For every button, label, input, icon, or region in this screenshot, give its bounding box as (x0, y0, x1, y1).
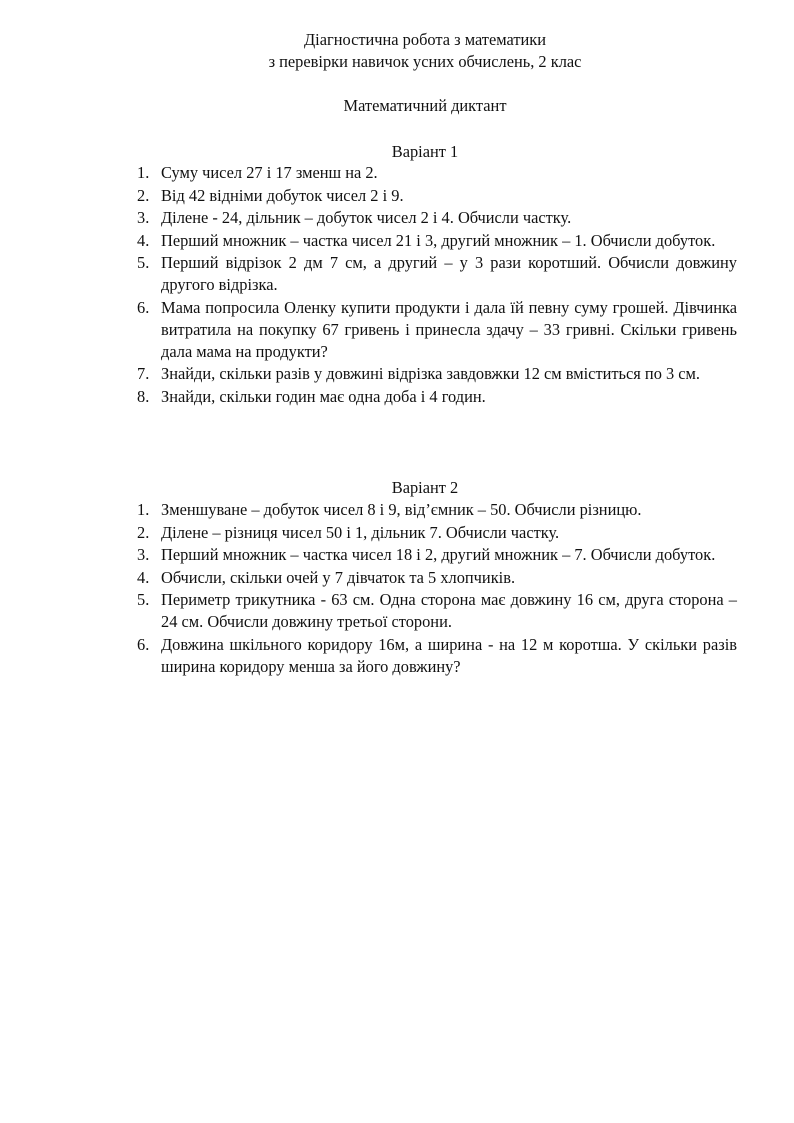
task-number: 1. (137, 163, 150, 182)
task-item (137, 230, 737, 252)
document-header (0, 29, 794, 73)
task-item (137, 297, 737, 363)
task-number: 2. (137, 522, 150, 542)
header-subtitle: з перевірки навичок усних обчислень, 2 клас (268, 52, 582, 71)
task-text: Ділене - 24, дільник – добуток чисел 2 і 4. Обчисли частку. (161, 208, 572, 227)
task-item (137, 363, 737, 385)
task-number: 8. (137, 386, 150, 406)
task-number: 5. (137, 253, 150, 272)
task-number: 4. (137, 567, 150, 587)
task-item (137, 589, 737, 633)
task-number: 2. (137, 185, 150, 205)
variant-1-task-list (137, 162, 737, 408)
variant-1-title: Варіант 1 (391, 142, 459, 161)
task-item (137, 634, 737, 678)
task-item (137, 522, 737, 544)
dictation-title: Математичний диктант (343, 96, 507, 115)
task-number: 6. (137, 634, 150, 654)
task-number: 3. (137, 545, 150, 564)
variant-2-task-list (137, 499, 737, 678)
task-text: Ділене – різниця чисел 50 і 1, дільник 7. Обчисли частку. (161, 522, 560, 542)
task-text: Від 42 відніми добуток чисел 2 і 9. (161, 185, 404, 205)
task-number: 5. (137, 590, 150, 609)
task-text: Перший відрізок 2 дм 7 см, а другий – у 3 рази коротший. Обчисли довжину другого відрізка. (161, 253, 737, 294)
task-item (137, 162, 737, 184)
task-number: 1. (137, 500, 150, 519)
task-text: Знайди, скільки разів у довжині відрізка завдовжки 12 см вміститься по 3 см. (161, 364, 701, 383)
task-number: 7. (137, 364, 150, 383)
task-item (137, 386, 737, 408)
header-title: Діагностична робота з математики (303, 30, 547, 49)
variant-2-title: Варіант 2 (391, 478, 459, 497)
task-item (137, 567, 737, 589)
task-item (137, 499, 737, 521)
task-text: Перший множник – частка чисел 18 і 2, другий множник – 7. Обчисли добуток. (161, 545, 716, 564)
task-item (137, 252, 737, 296)
task-text: Довжина шкільного коридору 16м, а ширина - на 12 м коротша. У скільки разів ширина коридору менша за його довжину? (161, 634, 737, 676)
task-number: 4. (137, 230, 150, 250)
task-number: 6. (137, 297, 150, 317)
task-text: Знайди, скільки годин має одна доба і 4 годин. (161, 386, 486, 406)
task-item (137, 207, 737, 229)
task-item (137, 544, 737, 566)
task-text: Перший множник – частка чисел 21 і 3, другий множник – 1. Обчисли добуток. (161, 230, 716, 250)
task-text: Суму чисел 27 і 17 зменш на 2. (161, 163, 378, 182)
task-text: Зменшуване – добуток чисел 8 і 9, від’ємник – 50. Обчисли різницю. (161, 500, 642, 519)
task-number: 3. (137, 208, 150, 227)
task-text: Мама попросила Оленку купити продукти і дала їй певну суму грошей. Дівчинка витратила на покупку 67 гривень і принесла здачу – 33 гривні. Скільки гривень дала мама на продукти? (161, 297, 737, 361)
task-text: Обчисли, скільки очей у 7 дівчаток та 5 хлопчиків. (161, 567, 516, 587)
task-text: Периметр трикутника - 63 см. Одна сторона має довжину 16 см, друга сторона – 24 см. Обчисли довжину третьої сторони. (161, 590, 737, 631)
task-item (137, 185, 737, 207)
